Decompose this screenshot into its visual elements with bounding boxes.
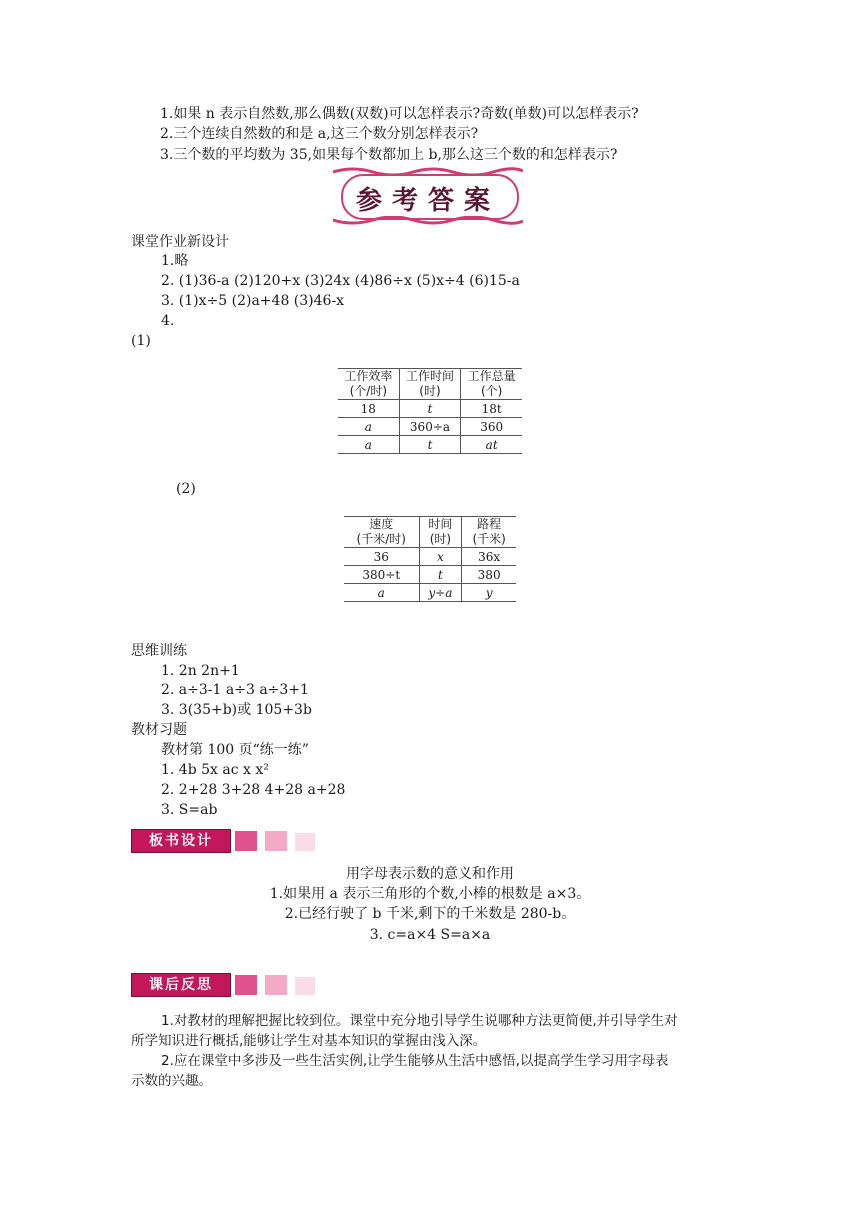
decor-square-icon [295,977,315,995]
answer-line-1: 1.略 [161,253,189,269]
table-cell: a [338,436,399,454]
banner-wave-bottom-icon [333,216,523,226]
answer-line-3: 3. (1)x÷5 (2)a+48 (3)46-x [161,293,345,309]
speed-table [344,516,516,602]
tag-label: 板书设计 [131,829,231,853]
exercise-line-4: 3. S=ab [161,802,218,818]
board-line-1: 1.如果用 a 表示三角形的个数,小棒的根数是 a×3。 [269,886,591,902]
section-title-thinking: 思维训练 [131,643,187,659]
tag-label: 课后反思 [131,973,231,997]
decor-square-icon [265,831,287,851]
section-title-homework: 课堂作业新设计 [131,234,229,250]
table-row [338,436,522,454]
table-header: 工作总量 (个) [461,369,522,400]
table-cell: y [462,584,516,602]
table-cell: 18t [461,400,522,418]
board-line-3: 3. c=a×4 S=a×a [369,927,491,943]
table-label-2: (2) [176,481,196,497]
work-table [338,368,522,454]
exercise-line-1: 教材第 100 页“练一练” [161,742,309,758]
reflection-paragraph-1b: 所学知识进行概括,能够让学生对基本知识的掌握由浅入深。 [131,1033,487,1049]
decor-square-icon [235,975,257,995]
exercise-line-3: 2. 2+28 3+28 4+28 a+28 [161,782,346,798]
table-cell: 380÷t [344,566,419,584]
thinking-line-3: 3. 3(35+b)或 105+3b [161,702,312,718]
exercise-line-2: 1. 4b 5x ac x x² [161,762,269,778]
table-cell: t [419,566,462,584]
table-cell: x [419,548,462,566]
table-cell: a [338,418,399,436]
answer-line-2: 2. (1)36-a (2)120+x (3)24x (4)86÷x (5)x÷4 (6)15-a [161,273,520,289]
table-cell: 380 [462,566,516,584]
table-cell: t [399,400,461,418]
table-label-1: (1) [131,333,151,349]
decor-square-icon [295,833,315,851]
section-tag-reflection [131,973,321,997]
thinking-line-1: 1. 2n 2n+1 [161,663,240,679]
board-title: 用字母表示数的意义和作用 [346,866,514,882]
reflection-paragraph-2a: 2.应在课堂中多涉及一些生活实例,让学生能够从生活中感悟,以提高学生学习用字母表 [161,1053,669,1069]
table-header: 路程 (千米) [462,517,516,548]
banner-title: 参考答案 [355,186,500,216]
table-cell: a [344,584,419,602]
table-row [338,418,522,436]
table-cell: 360 [461,418,522,436]
question-1: 1.如果 n 表示自然数,那么偶数(双数)可以怎样表示?奇数(单数)可以怎样表示? [160,106,639,122]
table-cell: 36 [344,548,419,566]
table-cell: y÷a [419,584,462,602]
board-line-2: 2.已经行驶了 b 千米,剩下的千米数是 280-b。 [284,906,576,922]
table-row [344,548,516,566]
table-header: 速度 (千米/时) [344,517,419,548]
table-cell: 360÷a [399,418,461,436]
section-tag-board [131,829,321,853]
section-title-exercises: 教材习题 [131,722,187,738]
table-cell: at [461,436,522,454]
table-header: 工作时间 (时) [399,369,461,400]
table-cell: 36x [462,548,516,566]
table-header: 工作效率 (个/时) [338,369,399,400]
answer-line-4: 4. [161,313,175,329]
answer-banner [333,166,523,228]
decor-square-icon [265,975,287,995]
table-cell: 18 [338,400,399,418]
reflection-paragraph-2b: 示数的兴趣。 [131,1073,212,1089]
table-row [344,584,516,602]
thinking-line-2: 2. a÷3-1 a÷3 a÷3+1 [161,682,309,698]
decor-square-icon [235,831,257,851]
question-3: 3.三个数的平均数为 35,如果每个数都加上 b,那么这三个数的和怎样表示? [160,147,618,163]
table-header: 时间 (时) [419,517,462,548]
reflection-paragraph-1a: 1.对教材的理解把握比较到位。课堂中充分地引导学生说哪种方法更简便,并引导学生对 [161,1013,678,1029]
table-row [344,566,516,584]
question-2: 2.三个连续自然数的和是 a,这三个数分别怎样表示? [160,126,479,142]
table-row [338,400,522,418]
table-cell: t [399,436,461,454]
